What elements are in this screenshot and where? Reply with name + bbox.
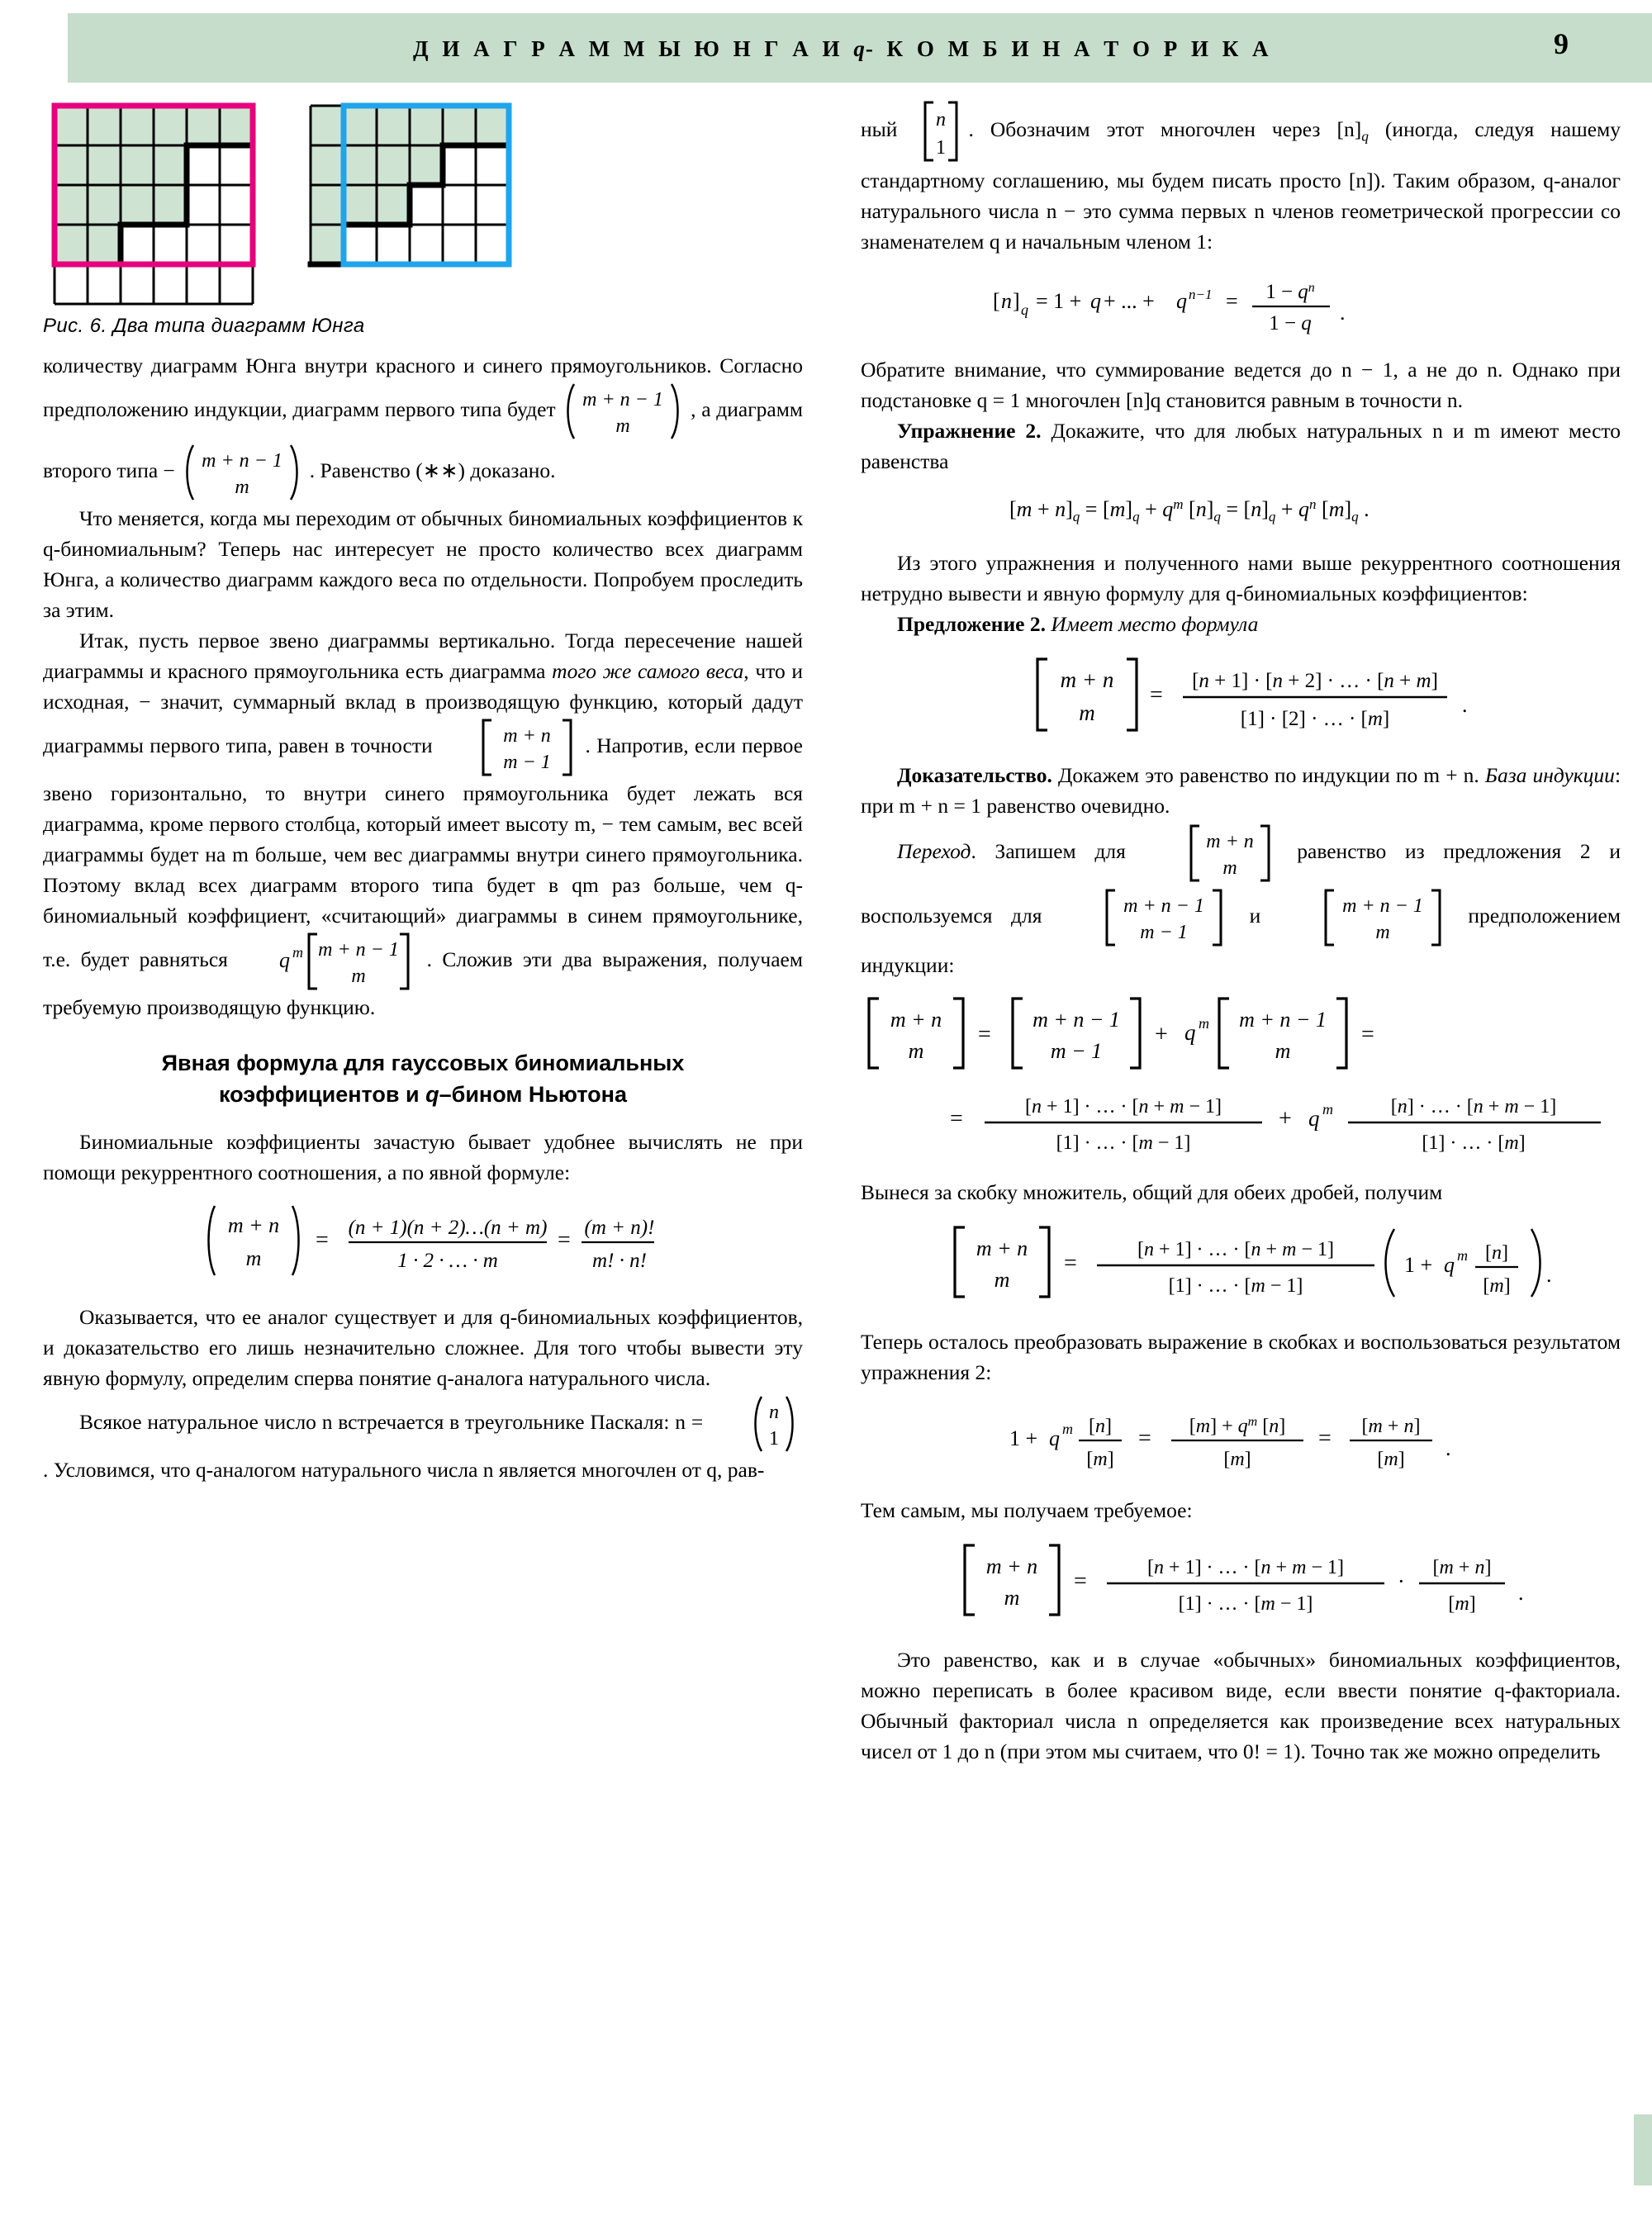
svg-text:m: m [1375, 922, 1390, 943]
left-p6-a: Всякое натуральное число n встречается в треугольнике Паскаля: n = [79, 1409, 704, 1434]
formula-bracket-transform [861, 1399, 1621, 1483]
svg-text:[1] · … · [m − 1]: [1] · … · [m − 1] [1168, 1275, 1303, 1297]
section-heading-line1: Явная формула для гауссовых биномиальных [161, 1051, 685, 1075]
right-proof [861, 760, 1621, 821]
left-p3-d: . Сложив эти два выражения, получаем требуемую производящую функцию. [43, 947, 804, 1019]
svg-text:=: = [950, 1106, 963, 1132]
svg-text:[1] · … · [m]: [1] · … · [m] [1422, 1132, 1526, 1154]
gaussian-m-plus-n-minus-1-choose-m-inline [1279, 885, 1450, 950]
proof-italic: База индукции [1484, 763, 1615, 787]
svg-text:m: m [1322, 1101, 1333, 1117]
f3-den: [1] · [2] · … · [m] [1240, 708, 1390, 730]
formula-num-1: (n + 1)(n + 2)…(n + m) [348, 1217, 548, 1239]
f3-lhs-bot: m [1079, 700, 1095, 725]
proposition-text: Имеет место формула [1051, 612, 1259, 636]
svg-text:[n] · … · [n + m − 1]: [n] · … · [n + m − 1] [1390, 1096, 1557, 1117]
proof-b: : при m + n = 1 равенство очевидно. [861, 763, 1621, 818]
exercise-text: Докажите, что для любых натуральных n и m имеют место равенства [861, 419, 1621, 473]
svg-text:q: q [1184, 1020, 1196, 1045]
svg-text:1 +: 1 + [1009, 1426, 1038, 1450]
svg-text:m: m [1457, 1247, 1468, 1264]
section-heading-line2-b: –бином Ньютона [439, 1082, 628, 1107]
svg-text:n: n [1001, 289, 1012, 313]
right-p1-c: (иногда, следуя нашему стандартному соглашению, мы будем писать просто [n]). Таким образом, q-аналог натурального числа n − это сумма первых n членов геометрической прогрессии со знаменателем q и начальным членом 1: [861, 116, 1621, 254]
page-title-main: Д И А Г Р А М М Ы Ю Н Г А И [413, 36, 854, 61]
svg-text:[m] + qm [n]: $[m] + q^m$ [n] [1189, 1415, 1286, 1437]
svg-text:m: m [615, 415, 631, 437]
svg-text:[m]: [m] [1483, 1275, 1511, 1297]
section-heading-line2-a: коэффициентов и [218, 1082, 426, 1107]
svg-text:.: . [1446, 1436, 1451, 1460]
left-paragraph-5: Оказывается, что ее аналог существует и для q-биномиальных коэффициентов, и доказательство его лишь незначительно сложнее. Для того чтобы вывести эту явную формулу, определим сперва понятие q-аналога натурального числа. [43, 1305, 803, 1390]
svg-text:.: . [1518, 1581, 1524, 1605]
gaussian-m-plus-n-minus-1-choose-m-minus-1-inline [1061, 885, 1231, 950]
svg-text:[n + 1] · … · [n + m − 1]: [n + 1] · … · [n + m − 1] [1137, 1239, 1334, 1260]
svg-text:=: = [316, 1227, 329, 1253]
svg-text:1 − q: 1 − q [1269, 312, 1312, 335]
f3-num: [n + 1] · [n + 2] · … · [n + m] [1192, 670, 1438, 692]
svg-text:m + n − 1: m + n − 1 [1341, 895, 1423, 917]
qm-gaussian-m-plus-n-minus-1-choose-m [238, 931, 416, 992]
svg-text:m + n − 1: m + n − 1 [318, 939, 400, 961]
young-diagram-left [51, 102, 299, 309]
transition-a: . Запишем для [971, 838, 1126, 863]
left-p1-c2: ∗∗ [422, 458, 458, 482]
bottom-green-marker [1634, 2114, 1652, 2185]
svg-text:=: = [978, 1022, 991, 1047]
svg-text:1: 1 [769, 1428, 779, 1450]
svg-text:m + n: m + n [985, 1554, 1038, 1578]
svg-text:q: q [1090, 289, 1101, 313]
formula-lhs-top: m + n [227, 1213, 280, 1237]
svg-text:[n + 1] · … · [n + m − 1]: [n + 1] · … · [n + m − 1] [1147, 1557, 1344, 1578]
svg-text:m + n − 1: m + n − 1 [202, 450, 283, 472]
left-p1-b: , а диаграмм второго типа − [43, 396, 804, 482]
right-paragraph-1 [861, 97, 1621, 257]
svg-text:=: = [1226, 289, 1238, 313]
svg-text:m: m [1275, 1039, 1291, 1063]
svg-text:.: . [1546, 1263, 1552, 1287]
transition-and: и [1249, 903, 1261, 928]
svg-text:[m + n]: [m + n] [1432, 1557, 1492, 1578]
binomial-n-choose-1 [709, 1393, 803, 1454]
right-paragraph-7: Это равенство, как и в случае «обычных» биномиальных коэффициентов, можно переписать в более красивом виде, если ввести понятие q-факториала. Обычный факториал числа n определяется как произведение всех натуральных чисел от 1 до n (при этом мы считаем, что 0! = 1). Точно так же можно определить [861, 1648, 1621, 1763]
left-p1-c: . Равенство ( [309, 458, 423, 482]
right-paragraph-6: Тем самым, мы получаем требуемое: [861, 1498, 1193, 1522]
svg-text:=: = [1064, 1250, 1077, 1276]
svg-text:m: m [994, 1268, 1010, 1292]
svg-text:[n]: [n] [1089, 1416, 1112, 1437]
svg-text:=: = [1361, 1022, 1374, 1047]
page-title-q: q [853, 36, 866, 61]
svg-text:[n + 1] · … · [n + m − 1]: [n + 1] · … · [n + m − 1] [1025, 1096, 1222, 1117]
svg-text:q: q [1021, 301, 1028, 318]
right-paragraph-4: Вынеся за скобку множитель, общий для обеих дробей, получим [861, 1180, 1443, 1204]
svg-text:m: m [1222, 857, 1237, 879]
formula-lhs-bot: m [245, 1246, 262, 1270]
proof-label: Доказательство. [897, 763, 1052, 787]
gaussian-m-plus-n-choose-m-minus-1 [439, 717, 579, 778]
formula-exercise-2 [861, 488, 1621, 536]
right-p1-b: . Обозначим этот многочлен через [n] [968, 116, 1362, 141]
formula-induction-step [861, 992, 1621, 1165]
young-diagram-right [307, 102, 555, 309]
svg-text:m + n: m + n [503, 725, 551, 747]
svg-text:=: = [1138, 1426, 1151, 1451]
svg-text:q: q [1444, 1253, 1455, 1277]
svg-text:m: m [351, 966, 366, 987]
svg-text:[m]: [m] [1223, 1449, 1251, 1470]
formula-den-1: 1 · 2 · … · m [397, 1250, 498, 1272]
svg-text:+ ... +: + ... + [1104, 289, 1155, 313]
svg-text:[1] · … · [m − 1]: [1] · … · [m − 1] [1178, 1593, 1313, 1615]
svg-text:=: = [1318, 1426, 1332, 1451]
proposition-label: Предложение 2. [897, 612, 1046, 636]
svg-text:n: n [769, 1402, 779, 1423]
figure-caption: Рис. 6. Два типа диаграмм Юнга [43, 315, 365, 337]
right-p1-a: ный [861, 116, 898, 141]
right-paragraph-2: Обратите внимание, что суммирование ведется до n − 1, а не до n. Однако при подстановке q = 1 многочлен [n]q становится равным в точности n. [861, 358, 1621, 412]
svg-text:.: . [1340, 301, 1346, 325]
svg-text:q: q [1176, 289, 1187, 313]
svg-text:m − 1: m − 1 [1140, 922, 1188, 943]
formula-final-result [861, 1537, 1621, 1633]
svg-text:1: 1 [936, 137, 947, 159]
svg-text:[: [ [993, 289, 1000, 313]
svg-text:= 1 +: = 1 + [1036, 289, 1082, 313]
svg-text:m + n: m + n [890, 1008, 942, 1032]
f3-lhs-top: m + n [1060, 667, 1114, 692]
left-paragraph-3 [43, 625, 803, 1023]
page-title [413, 36, 1273, 62]
page-title-tail: - К О М Б И Н А Т О Р И К А [865, 36, 1273, 61]
page-number: 9 [1554, 27, 1569, 60]
formula-factored [861, 1219, 1621, 1315]
svg-text:[m + n]: [m + n] [1361, 1416, 1421, 1437]
svg-text:.: . [1462, 693, 1468, 717]
binomial-m-plus-n-minus-1-choose-m-2 [180, 442, 304, 503]
svg-text:m + n − 1: m + n − 1 [1032, 1008, 1120, 1032]
svg-text:m + n − 1: m + n − 1 [1239, 1008, 1327, 1032]
svg-text:·: · [1398, 1569, 1405, 1593]
gaussian-n-choose-1 [914, 97, 968, 165]
svg-text:q: q [279, 948, 291, 972]
left-paragraph-4: Биномиальные коэффициенты зачастую бывает удобнее вычислять не при помощи рекуррентного соотношения, а по явной формуле: [43, 1130, 803, 1184]
right-proposition-2 [861, 609, 1621, 639]
svg-text:1 +: 1 + [1404, 1253, 1433, 1277]
svg-text:m + n: m + n [1205, 831, 1254, 852]
svg-text:1 − qn: $1 - q^n$ [1265, 281, 1315, 303]
formula-proposition-2 [861, 651, 1621, 748]
gaussian-m-plus-n-choose-m-inline [1145, 821, 1279, 885]
formula-explicit-binomial [43, 1199, 803, 1290]
svg-text:m + n: m + n [976, 1236, 1028, 1260]
svg-text:+: + [1155, 1022, 1168, 1047]
svg-text:m: m [1062, 1421, 1073, 1437]
left-p1-a: количеству диаграмм Юнга внутри красного и синего прямоугольников. Согласно предположению индукции, диаграмм первого типа будет [43, 354, 803, 421]
left-text-column [43, 97, 803, 1485]
left-p3-c: . Напротив, если первое звено горизонтально, то внутри синего прямоугольника будет лежать вся диаграмма, кроме первого столбца, который имеет высоту m, − тем самым, вес всей диаграммы будет на m больше, чем вес диаграммы внутри синего прямоугольника. Поэтому вклад всех диаграмм второго типа будет в qm раз больше, чем q-биномиальный коэффициент, «считающий» диаграммы в синем прямоугольнике, т.е. будет равняться [43, 733, 804, 971]
left-paragraph-6 [43, 1393, 803, 1485]
svg-text:]: ] [1013, 289, 1020, 313]
right-paragraph-5: Теперь осталось преобразовать выражение в скобках и воспользоваться результатом упражнения 2: [861, 1330, 1621, 1384]
binomial-m-plus-n-minus-1-choose-m-1 [561, 381, 685, 442]
svg-text:=: = [1074, 1568, 1087, 1594]
left-paragraph-2: Что меняется, когда мы переходим от обычных биномиальных коэффициентов к q-биномиальным? Теперь нас интересует не просто количество всех диаграмм Юнга, а количество диаграмм каждого веса по отдельности. Попробуем проследить за этим. [43, 506, 803, 622]
svg-text:=: = [558, 1227, 571, 1253]
transition-b: равенство из предложения 2 и воспользуемся для [861, 838, 1621, 928]
transition-c: предположением индукции: [861, 903, 1621, 977]
svg-text:m: m [1199, 1015, 1209, 1032]
transition-italic: Переход [897, 838, 971, 863]
left-p3-b: , что и исходная, − значит, суммарный вклад в производящую функцию, который дадут диаграммы первого типа, равен в точности [43, 659, 804, 757]
svg-text:m − 1: m − 1 [503, 752, 551, 773]
right-exercise-2 [861, 415, 1621, 477]
svg-text:m: m [1004, 1586, 1020, 1610]
left-p6-b: . Условимся, что q-аналогом натурального числа n является многочлен от q, рав- [43, 1458, 765, 1482]
svg-text:m + n − 1: m + n − 1 [582, 389, 664, 410]
svg-text:m: m [235, 477, 249, 498]
svg-text:n: n [936, 109, 947, 130]
right-text-column [861, 97, 1621, 1767]
svg-text:m + n − 1: m + n − 1 [1123, 895, 1204, 917]
svg-text:n−1: n−1 [1189, 287, 1213, 302]
right-transition [861, 821, 1621, 980]
formula-den-2: m! · n! [592, 1250, 647, 1272]
left-paragraph-1 [43, 350, 803, 503]
left-p1-c3: ) доказано. [458, 458, 556, 482]
right-paragraph-3: Из этого упражнения и полученного нами выше рекуррентного соотношения нетрудно вывести и явную формулу для q-биномиальных коэффициентов: [861, 551, 1621, 605]
svg-text:m − 1: m − 1 [1050, 1039, 1103, 1063]
svg-text:[m + n]q = [m]q + qm [n]q = [n: $[m + n]_q = [m]_q + q^m$ $[n]_q = [n]_q + q^n$ $[m]_q$ . [1009, 496, 1370, 524]
svg-text:[1] · … · [m − 1]: [1] · … · [m − 1] [1056, 1132, 1191, 1154]
svg-text:[m]: [m] [1377, 1449, 1405, 1470]
section-heading-q: q [425, 1082, 439, 1107]
left-p3-italic: того же самого веса [552, 659, 744, 683]
svg-text:=: = [1150, 682, 1163, 708]
figure-young-diagrams [43, 97, 803, 345]
svg-text:+: + [1279, 1106, 1292, 1132]
exercise-label: Упражнение 2. [897, 419, 1042, 443]
svg-text:q: q [1049, 1426, 1060, 1450]
svg-text:m: m [292, 944, 304, 961]
left-p3-a: Итак, пусть первое звено диаграммы вертикально. Тогда пересечение нашей диаграммы и красного прямоугольника есть диаграмма [43, 629, 803, 683]
svg-text:[n]: [n] [1485, 1242, 1508, 1264]
svg-text:q: q [1308, 1106, 1320, 1131]
formula-num-2: (m + n)! [584, 1217, 654, 1239]
svg-text:m: m [908, 1039, 924, 1063]
proof-a: Докажем это равенство по индукции по m + n. [1057, 763, 1479, 787]
svg-text:[m]: [m] [1086, 1449, 1114, 1470]
section-heading [43, 1047, 803, 1110]
right-p1-q-subscript: q [1361, 128, 1369, 145]
formula-q-analog-definition [861, 268, 1621, 343]
svg-text:[m]: [m] [1448, 1593, 1476, 1615]
